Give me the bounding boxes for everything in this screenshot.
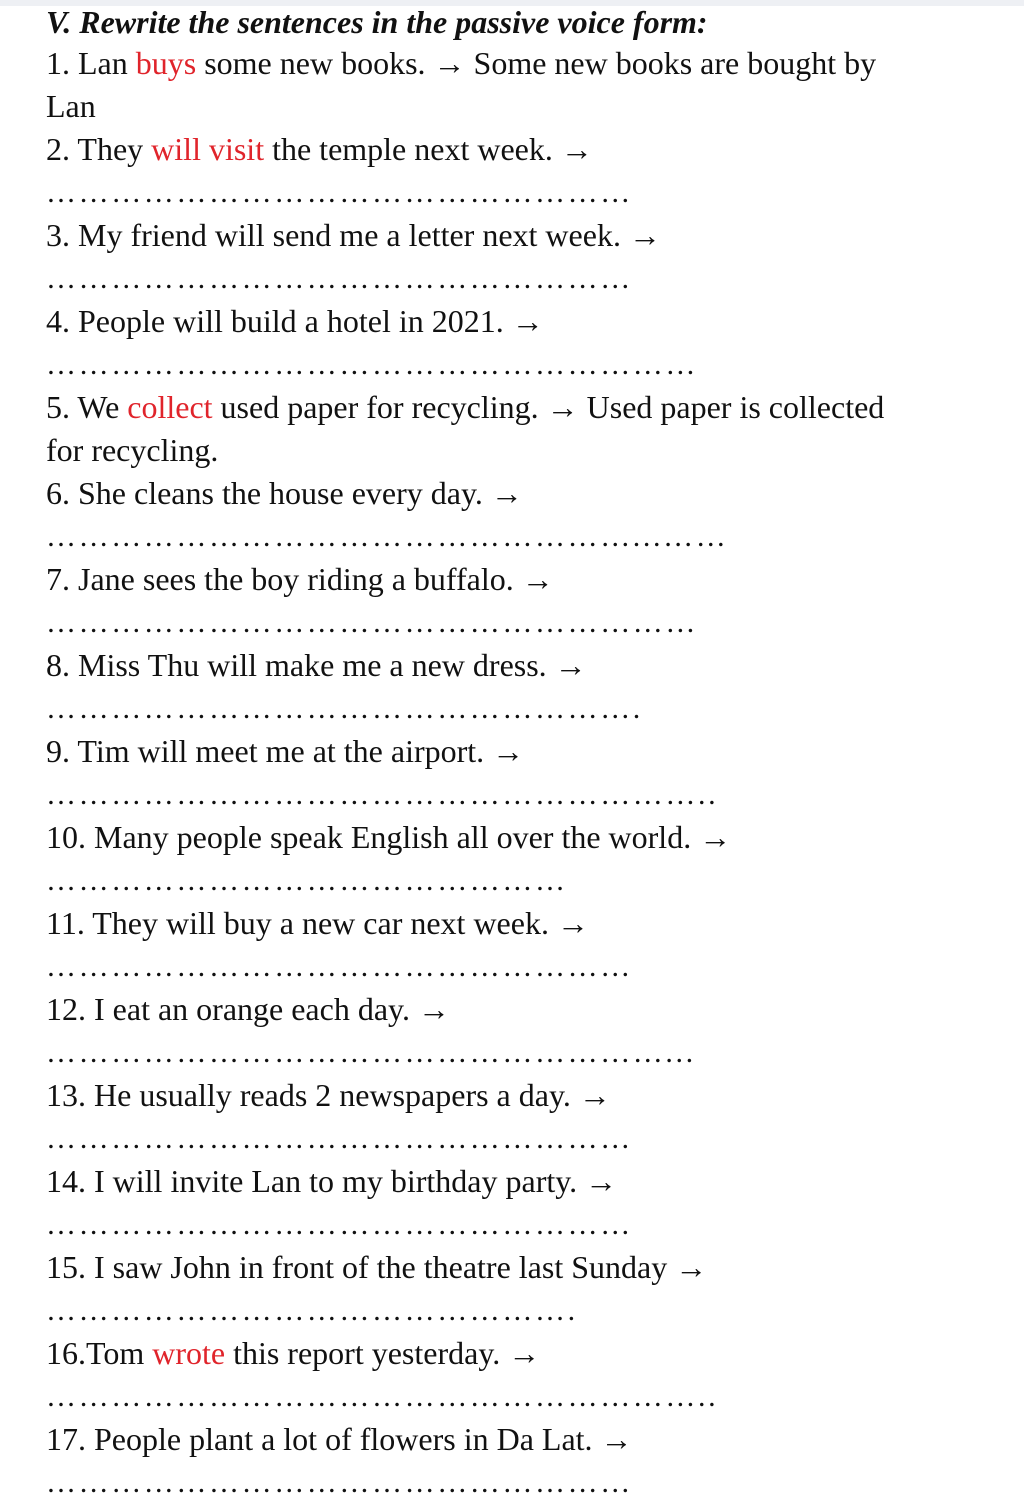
sentence-fragment: 11. They will buy a new car next week. → xyxy=(46,905,589,941)
sentence-text xyxy=(46,1332,1006,1375)
sentence-item-6 xyxy=(46,472,1006,558)
sentence-fragment: 14. I will invite Lan to my birthday party. → xyxy=(46,1163,618,1199)
sentence-text xyxy=(46,816,1006,859)
sentence-fragment: used paper for recycling. → Used paper is collected xyxy=(212,389,885,425)
exercise-title: V. Rewrite the sentences in the passive voice form: xyxy=(46,4,708,40)
answer-blank: ………………………………………………. xyxy=(46,692,643,725)
sentence-fragment: 4. People will build a hotel in 2021. → xyxy=(46,303,544,339)
sentence-item-4 xyxy=(46,300,1006,386)
sentence-text xyxy=(46,644,1006,687)
answer-blank: ……………………………………………… xyxy=(46,950,633,983)
sentence-fragment: 5. We xyxy=(46,389,128,425)
sentence-item-5 xyxy=(46,386,1006,472)
sentence-fragment: this report yesterday. → xyxy=(225,1335,541,1371)
sentence-fragment: 3. My friend will send me a letter next week. → xyxy=(46,217,661,253)
answer-blank: ……………………………………………… xyxy=(46,176,633,209)
answer-blank: …………………………………………. xyxy=(46,1294,578,1327)
sentence-item-12 xyxy=(46,988,1006,1074)
sentence-item-14 xyxy=(46,1160,1006,1246)
sentence-fragment: 2. They xyxy=(46,131,152,167)
sentence-item-7 xyxy=(46,558,1006,644)
answer-blank: ………………………………………………...…… xyxy=(46,520,729,553)
sentence-fragment: 10. Many people speak English all over the world. → xyxy=(46,819,732,855)
sentence-fragment: 13. He usually reads 2 newspapers a day. → xyxy=(46,1077,611,1113)
answer-blank: ……………………………………………… xyxy=(46,1466,633,1499)
sentence-text xyxy=(46,386,1006,429)
sentence-text xyxy=(46,300,1006,343)
answer-continuation: Lan xyxy=(46,88,96,124)
answer-blank: …………………………………………………... xyxy=(46,1036,696,1069)
sentence-list xyxy=(46,42,1006,1504)
sentence-fragment: 9. Tim will meet me at the airport. → xyxy=(46,733,525,769)
sentence-text xyxy=(46,1074,1006,1117)
sentence-text xyxy=(46,1160,1006,1203)
highlighted-verb: buys xyxy=(135,45,197,81)
sentence-text xyxy=(46,214,1006,257)
sentence-text xyxy=(46,1246,1006,1289)
sentence-item-16 xyxy=(46,1332,1006,1418)
answer-blank: ……………………………………………… xyxy=(46,1208,633,1241)
answer-blank: ……………………………………………… xyxy=(46,262,633,295)
sentence-text xyxy=(46,988,1006,1031)
sentence-fragment: 6. She cleans the house every day. → xyxy=(46,475,523,511)
sentence-fragment: 12. I eat an orange each day. → xyxy=(46,991,450,1027)
sentence-fragment: some new books. → Some new books are bought by xyxy=(196,45,877,81)
sentence-item-11 xyxy=(46,902,1006,988)
sentence-text xyxy=(46,472,1006,515)
highlighted-verb: wrote xyxy=(152,1335,226,1371)
sentence-fragment: 1. Lan xyxy=(46,45,136,81)
sentence-item-1 xyxy=(46,42,1006,128)
highlighted-verb: collect xyxy=(127,389,213,425)
sentence-fragment: 7. Jane sees the boy riding a buffalo. → xyxy=(46,561,554,597)
sentence-item-3 xyxy=(46,214,1006,300)
answer-blank: ……………………………………………… xyxy=(46,1122,633,1155)
worksheet xyxy=(46,2,1006,1504)
answer-blank: …………………………………………………….. xyxy=(46,1380,719,1413)
sentence-fragment: 8. Miss Thu will make me a new dress. → xyxy=(46,647,587,683)
sentence-text xyxy=(46,1418,1006,1461)
sentence-text xyxy=(46,730,1006,773)
answer-blank: ………………………………………… xyxy=(46,864,568,897)
sentence-text xyxy=(46,128,1006,171)
sentence-fragment: 16.Tom xyxy=(46,1335,153,1371)
highlighted-verb: will visit xyxy=(151,131,265,167)
sentence-fragment: 17. People plant a lot of flowers in Da Lat. → xyxy=(46,1421,633,1457)
answer-blank: …………………………………………………… xyxy=(46,348,698,381)
sentence-item-8 xyxy=(46,644,1006,730)
sentence-item-15 xyxy=(46,1246,1006,1332)
sentence-item-9 xyxy=(46,730,1006,816)
sentence-item-17 xyxy=(46,1418,1006,1504)
answer-blank: …………………………………………………… xyxy=(46,606,698,639)
answer-continuation: for recycling. xyxy=(46,432,219,468)
answer-blank: …………………………………………………….. xyxy=(46,778,719,811)
sentence-text xyxy=(46,558,1006,601)
sentence-item-2 xyxy=(46,128,1006,214)
sentence-item-10 xyxy=(46,816,1006,902)
sentence-fragment: 15. I saw John in front of the theatre last Sunday → xyxy=(46,1249,708,1285)
sentence-fragment: the temple next week. → xyxy=(264,131,593,167)
sentence-text xyxy=(46,902,1006,945)
sentence-text xyxy=(46,42,1006,85)
sentence-item-13 xyxy=(46,1074,1006,1160)
